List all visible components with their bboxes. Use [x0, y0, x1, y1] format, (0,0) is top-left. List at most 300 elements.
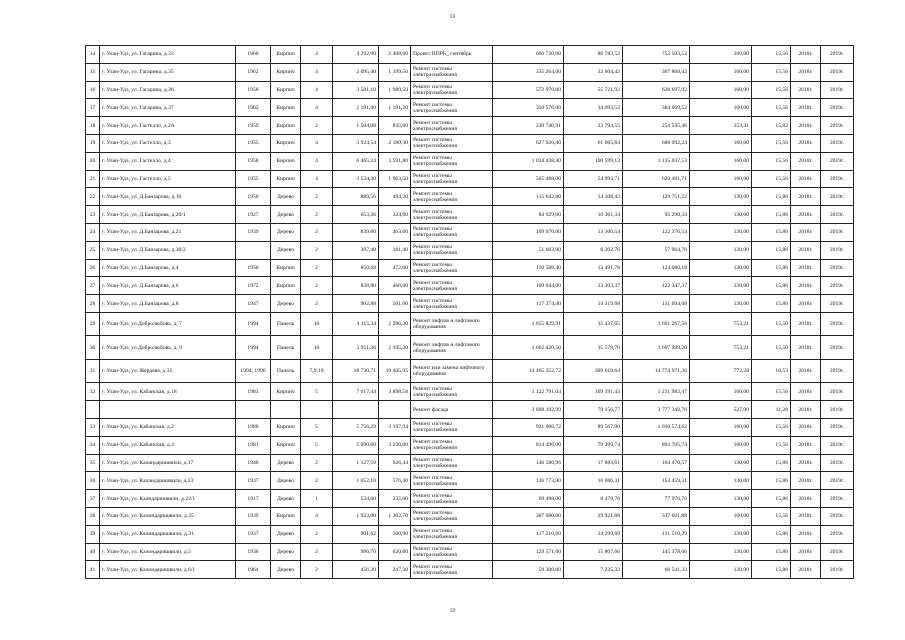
cell-total: 254 535,46: [623, 117, 690, 135]
cell-floors: 1: [301, 490, 333, 508]
cell-end: 2019г.: [821, 472, 854, 490]
cell-cost2: 35 437,65: [564, 312, 623, 336]
cell-start: 2018г.: [791, 241, 821, 259]
cell-floors: 4: [301, 134, 333, 152]
cell-area-living: 494,20: [379, 188, 411, 206]
cell-rate: 15,86: [752, 454, 791, 472]
cell-cost: 14 465 352,72: [493, 359, 564, 383]
cell-cost: 146 586,96: [493, 454, 564, 472]
cell-cost: 51 662,00: [493, 241, 564, 259]
cell-start: 2018г.: [791, 401, 821, 419]
cell-cost2: 79 156,77: [564, 401, 623, 419]
cell-area-total: 6 465,24: [333, 152, 379, 170]
cell-area-total: 534,60: [333, 490, 379, 508]
cell-unit: 160,00: [690, 81, 752, 99]
cell-address: г. Улан-Удэ, ул. Калондаришвили, д.5: [100, 543, 236, 561]
cell-year: 1955: [236, 134, 271, 152]
cell-no: [86, 401, 100, 419]
cell-start: 2018г.: [791, 436, 821, 454]
cell-total: 57 964,76: [623, 241, 690, 259]
cell-material: Дерево: [271, 241, 301, 259]
cell-unit: 130,00: [690, 490, 752, 508]
cell-year: 1958: [236, 81, 271, 99]
cell-no: 29: [86, 312, 100, 336]
cell-end: 2019г.: [821, 134, 854, 152]
cell-area-total: 838,80: [333, 277, 379, 295]
cell-address: г. Улан-Удэ, ул. Каландаришвили, д.23: [100, 472, 236, 490]
cell-work: Ремонт системы электроснабжения: [411, 525, 493, 543]
cell-unit: 130,00: [690, 295, 752, 313]
cell-end: 2019г.: [821, 99, 854, 117]
cell-floors: 2: [301, 117, 333, 135]
cell-work: Ремонт системы электроснабжения: [411, 295, 493, 313]
cell-work: Ремонт системы электроснабжения: [411, 259, 493, 277]
cell-cost: 3 698 192,99: [493, 401, 564, 419]
cell-address: г. Улан-Удэ, ул.Добролюбова, д. 9: [100, 336, 236, 360]
cell-cost2: 86 783,52: [564, 46, 623, 64]
cell-area-total: 2 191,40: [333, 99, 379, 117]
cell-address: г. Улан-Удэ, ул. Д.Банзарова, д.21: [100, 223, 236, 241]
cell-no: 24: [86, 223, 100, 241]
cell-cost: 814 496,00: [493, 436, 564, 454]
cell-year: 1994: [236, 336, 271, 360]
cell-no: 40: [86, 543, 100, 561]
cell-cost: 1 662 420,50: [493, 336, 564, 360]
cell-start: 2018г.: [791, 419, 821, 437]
cell-unit: 160,00: [690, 134, 752, 152]
cell-start: 2018г.: [791, 359, 821, 383]
table-row: [86, 312, 854, 336]
cell-no: 35: [86, 454, 100, 472]
cell-material: Панель: [271, 312, 301, 336]
cell-total: 337 601,88: [623, 508, 690, 526]
cell-address: г. Улан-Удэ, ул. Калиндаришвили, д.25: [100, 508, 236, 526]
cell-work: Ремонт системы электроснабжения: [411, 277, 493, 295]
cell-cost: 921 006,72: [493, 419, 564, 437]
cell-total: 122 347,37: [623, 277, 690, 295]
cell-rate: 15,56: [752, 508, 791, 526]
cell-year: 1964: [236, 561, 271, 579]
table-row: [86, 170, 854, 188]
table-row: [86, 117, 854, 135]
cell-rate: 15,56: [752, 99, 791, 117]
cell-material: Дерево: [271, 490, 301, 508]
cell-unit: 160,00: [690, 170, 752, 188]
cell-cost2: 17 883,61: [564, 454, 623, 472]
cell-work: Ремонт системы электроснабжения: [411, 419, 493, 437]
cell-rate: 16,53: [752, 359, 791, 383]
cell-total: 124 080,18: [623, 259, 690, 277]
cell-year: [236, 401, 271, 419]
cell-area-total: 839,00: [333, 223, 379, 241]
cell-floors: 2: [301, 223, 333, 241]
cell-area-living: 620,00: [379, 543, 411, 561]
cell-total: 164 470,57: [623, 454, 690, 472]
cell-no: 21: [86, 170, 100, 188]
cell-unit: 772,28: [690, 359, 752, 383]
cell-material: Кирпич: [271, 508, 301, 526]
table-row: [86, 188, 854, 206]
cell-start: 2018г.: [791, 508, 821, 526]
cell-work: Ремонт лифтов и лифтового оборудования: [411, 336, 493, 360]
cell-address: г. Улан-Удэ, ул. Гастелло, д.3: [100, 134, 236, 152]
cell-floors: 10: [301, 312, 333, 336]
cell-cost2: 14 319,68: [564, 295, 623, 313]
cell-end: 2019г.: [821, 359, 854, 383]
table-row: [86, 277, 854, 295]
cell-address: г. Улан-Удэ, ул. Жердева, д.35: [100, 359, 236, 383]
cell-end: 2019г.: [821, 152, 854, 170]
cell-area-living: 2 195,20: [379, 336, 411, 360]
cell-no: 26: [86, 259, 100, 277]
cell-material: Дерево: [271, 188, 301, 206]
cell-end: 2019г.: [821, 241, 854, 259]
cell-unit: 130,00: [690, 277, 752, 295]
table-row: [86, 436, 854, 454]
cell-year: 1994, 1996: [236, 359, 271, 383]
cell-material: [271, 401, 301, 419]
cell-total: 122 376,54: [623, 223, 690, 241]
cell-area-living: 1 191,20: [379, 99, 411, 117]
cell-start: 2018г.: [791, 259, 821, 277]
cell-total: 1 231 982,47: [623, 383, 690, 401]
cell-area-living: 835,60: [379, 117, 411, 135]
cell-cost2: 6 302,76: [564, 241, 623, 259]
cell-rate: 15,86: [752, 472, 791, 490]
table-body: [86, 46, 854, 579]
cell-start: 2018г.: [791, 46, 821, 64]
cell-unit: 160,00: [690, 63, 752, 81]
cell-work: Ремонт системы электроснабжения: [411, 241, 493, 259]
cell-total: 367 868,42: [623, 63, 690, 81]
cell-address: г. Улан-Удэ, ул. Гагарина, д.37: [100, 99, 236, 117]
cell-no: 17: [86, 99, 100, 117]
table-row: [86, 63, 854, 81]
cell-year: 1950: [236, 188, 271, 206]
cell-area-living: 3 591,80: [379, 152, 411, 170]
cell-cost2: 16 686,31: [564, 472, 623, 490]
cell-cost2: 13 306,54: [564, 223, 623, 241]
cell-year: 1980: [236, 419, 271, 437]
cell-material: Кирпич: [271, 46, 301, 64]
cell-unit: 130,00: [690, 454, 752, 472]
cell-no: 22: [86, 188, 100, 206]
cell-end: 2019г.: [821, 419, 854, 437]
cell-cost2: 15 807,66: [564, 543, 623, 561]
cell-year: 1939: [236, 223, 271, 241]
table-row: [86, 359, 854, 383]
cell-start: 2018г.: [791, 152, 821, 170]
cell-material: Кирпич: [271, 152, 301, 170]
cell-cost: 627 926,40: [493, 134, 564, 152]
cell-material: Кирпич: [271, 419, 301, 437]
cell-start: 2018г.: [791, 63, 821, 81]
cell-area-total: 2 095,40: [333, 63, 379, 81]
cell-area-living: 1 302,70: [379, 508, 411, 526]
cell-total: 1 135 037,53: [623, 152, 690, 170]
cell-address: г. Улан-Удэ, ул. Гагарина, д.36: [100, 81, 236, 99]
cell-floors: 4: [301, 63, 333, 81]
cell-cost: 136 773,00: [493, 472, 564, 490]
cell-work: Ремонт системы электроснабжения: [411, 543, 493, 561]
cell-cost2: 13 491,78: [564, 259, 623, 277]
cell-end: 2019г.: [821, 117, 854, 135]
cell-area-living: 1 199,50: [379, 63, 411, 81]
cell-end: 2019г.: [821, 277, 854, 295]
cell-year: 1917: [236, 490, 271, 508]
cell-work: Ремонт или замена лифтового оборудования: [411, 359, 493, 383]
cell-address: г. Улан-Удэ, ул. Гастелло, д.5: [100, 170, 236, 188]
cell-year: [236, 241, 271, 259]
cell-area-living: 247,30: [379, 561, 411, 579]
cell-area-living: 3 898,58: [379, 383, 411, 401]
cell-floors: 4: [301, 99, 333, 117]
cell-total: 620 481,71: [623, 170, 690, 188]
cell-start: 2018г.: [791, 312, 821, 336]
table-row: [86, 152, 854, 170]
cell-year: 1960: [236, 46, 271, 64]
cell-area-living: 181,40: [379, 241, 411, 259]
cell-work: Ремонт системы электроснабжения: [411, 81, 493, 99]
cell-year: 1972: [236, 277, 271, 295]
cell-start: 2018г.: [791, 188, 821, 206]
table-row: [86, 419, 854, 437]
cell-cost2: 14 108,42: [564, 188, 623, 206]
table-row: [86, 508, 854, 526]
cell-work: Ремонт системы электроснабжения: [411, 188, 493, 206]
cell-area-living: 576,40: [379, 472, 411, 490]
cell-address: г. Улан-Удэ, ул. Калондаришвили, д.6/1: [100, 561, 236, 579]
cell-area-total: 1 052,10: [333, 472, 379, 490]
cell-work: Ремонт системы электроснабжения: [411, 63, 493, 81]
cell-material: Дерево: [271, 472, 301, 490]
cell-cost: 230 740,91: [493, 117, 564, 135]
cell-unit: 160,00: [690, 383, 752, 401]
cell-area-living: 324,90: [379, 206, 411, 224]
cell-year: 1981: [236, 436, 271, 454]
cell-area-total: 1 504,08: [333, 117, 379, 135]
cell-no: 41: [86, 561, 100, 579]
cell-cost: 110 588,40: [493, 259, 564, 277]
cell-area-total: 5 756,29: [333, 419, 379, 437]
cell-floors: 4: [301, 81, 333, 99]
cell-area-total: 653,36: [333, 206, 379, 224]
cell-total: 153 459,31: [623, 472, 690, 490]
cell-area-total: 996,70: [333, 543, 379, 561]
cell-cost: 1 034 438,40: [493, 152, 564, 170]
capital-repair-table: [85, 45, 854, 579]
cell-start: 2018г.: [791, 81, 821, 99]
cell-end: 2019г.: [821, 490, 854, 508]
cell-area-living: 466,00: [379, 277, 411, 295]
cell-area-total: 4 292,00: [333, 46, 379, 64]
cell-area-total: [333, 401, 379, 419]
cell-start: 2018г.: [791, 472, 821, 490]
cell-total: 77 976,76: [623, 490, 690, 508]
cell-year: 1939: [236, 508, 271, 526]
cell-cost: 69 498,00: [493, 490, 564, 508]
cell-floors: 2: [301, 472, 333, 490]
cell-unit: 130,00: [690, 561, 752, 579]
cell-address: г. Улан-Удэ, ул. Гастелло, д.2А: [100, 117, 236, 135]
cell-area-total: 4 115,34: [333, 312, 379, 336]
cell-rate: 15,56: [752, 152, 791, 170]
cell-material: Кирпич: [271, 63, 301, 81]
cell-area-living: 2 180,30: [379, 134, 411, 152]
cell-no: 34: [86, 436, 100, 454]
cell-floors: 2: [301, 543, 333, 561]
cell-total: 893 705,74: [623, 436, 690, 454]
cell-material: Дерево: [271, 295, 301, 313]
cell-material: Кирпич: [271, 277, 301, 295]
cell-start: 2018г.: [791, 525, 821, 543]
cell-unit: 753,21: [690, 336, 752, 360]
cell-no: 16: [86, 81, 100, 99]
cell-floors: 10: [301, 336, 333, 360]
cell-cost2: 34 093,52: [564, 99, 623, 117]
cell-end: 2019г.: [821, 188, 854, 206]
cell-unit: 160,00: [690, 419, 752, 437]
cell-start: 2018г.: [791, 223, 821, 241]
cell-area-total: 397,40: [333, 241, 379, 259]
cell-cost2: 79 209,74: [564, 436, 623, 454]
cell-area-living: 1 989,50: [379, 81, 411, 99]
cell-rate: 15,50: [752, 336, 791, 360]
cell-start: 2018г.: [791, 277, 821, 295]
cell-end: 2019г.: [821, 312, 854, 336]
cell-cost: 572 976,00: [493, 81, 564, 99]
cell-material: Кирпич: [271, 99, 301, 117]
cell-end: 2019г.: [821, 295, 854, 313]
cell-no: 37: [86, 490, 100, 508]
cell-address: г. Улан-Удэ, ул. Д.Банзарова, д.6: [100, 277, 236, 295]
cell-no: 15: [86, 63, 100, 81]
cell-year: 1937: [236, 472, 271, 490]
cell-end: 2019г.: [821, 223, 854, 241]
cell-end: 2019г.: [821, 206, 854, 224]
cell-no: 36: [86, 472, 100, 490]
cell-cost: 1 122 791,04: [493, 383, 564, 401]
cell-end: 2019г.: [821, 383, 854, 401]
cell-unit: 160,00: [690, 152, 752, 170]
cell-area-living: 235,00: [379, 490, 411, 508]
cell-area-living: 500,90: [379, 525, 411, 543]
cell-address: г. Улан-Удэ, ул. Д.Банзарова, д.30/2: [100, 241, 236, 259]
cell-area-living: 1 963,50: [379, 170, 411, 188]
cell-cost2: 32 604,42: [564, 63, 623, 81]
cell-rate: 15,86: [752, 525, 791, 543]
cell-cost: 307 680,00: [493, 508, 564, 526]
table-row: [86, 454, 854, 472]
cell-area-total: 7 017,44: [333, 383, 379, 401]
cell-area-total: 456,20: [333, 561, 379, 579]
cell-cost2: 100 599,13: [564, 152, 623, 170]
cell-work: Ремонт системы электроснабжения: [411, 206, 493, 224]
cell-address: г. Улан-Удэ, ул. Кабанская, д.2: [100, 419, 236, 437]
table-row: [86, 472, 854, 490]
cell-floors: 2: [301, 295, 333, 313]
cell-start: 2018г.: [791, 490, 821, 508]
cell-total: 95 290,34: [623, 206, 690, 224]
cell-floors: 4: [301, 46, 333, 64]
cell-material: Панель: [271, 336, 301, 360]
table-row: [86, 259, 854, 277]
cell-work: Ремонт системы электроснабжения: [411, 152, 493, 170]
cell-material: Кирпич: [271, 259, 301, 277]
cell-total: 384 669,52: [623, 99, 690, 117]
cell-material: Кирпич: [271, 170, 301, 188]
cell-no: 31: [86, 359, 100, 383]
cell-area-total: 1 923,00: [333, 508, 379, 526]
cell-area-total: 18 730,71: [333, 359, 379, 383]
cell-no: 20: [86, 152, 100, 170]
cell-cost2: 23 794,55: [564, 117, 623, 135]
cell-material: Кирпич: [271, 81, 301, 99]
cell-cost: 84 929,00: [493, 206, 564, 224]
cell-rate: 15,56: [752, 81, 791, 99]
cell-unit: 527,00: [690, 401, 752, 419]
cell-material: Дерево: [271, 561, 301, 579]
cell-no: 23: [86, 206, 100, 224]
cell-end: 2019г.: [821, 81, 854, 99]
cell-total: 131 694,08: [623, 295, 690, 313]
cell-year: 1983: [236, 383, 271, 401]
table-row: [86, 223, 854, 241]
cell-cost2: 61 065,84: [564, 134, 623, 152]
cell-no: 27: [86, 277, 100, 295]
cell-work: Ремонт системы электроснабжения: [411, 99, 493, 117]
table-row: [86, 241, 854, 259]
cell-area-living: 501,60: [379, 295, 411, 313]
cell-end: 2019г.: [821, 454, 854, 472]
cell-area-living: 3 230,00: [379, 436, 411, 454]
cell-work: Ремонт фасада: [411, 401, 493, 419]
cell-start: 2018г.: [791, 99, 821, 117]
cell-cost: 350 576,00: [493, 99, 564, 117]
table-row: [86, 383, 854, 401]
table-row: [86, 134, 854, 152]
cell-cost2: 29 921,88: [564, 508, 623, 526]
table-row: [86, 206, 854, 224]
cell-cost: 117 210,60: [493, 525, 564, 543]
cell-cost: 1 655 829,91: [493, 312, 564, 336]
cell-rate: 15,86: [752, 295, 791, 313]
cell-end: 2019г.: [821, 336, 854, 360]
cell-rate: 15,86: [752, 241, 791, 259]
cell-rate: 15,86: [752, 490, 791, 508]
cell-area-total: 901,62: [333, 525, 379, 543]
cell-floors: 2: [301, 206, 333, 224]
cell-unit: 753,21: [690, 312, 752, 336]
cell-total: 628 697,92: [623, 81, 690, 99]
cell-no: 19: [86, 134, 100, 152]
cell-no: 18: [86, 117, 100, 135]
cell-total: 1 697 999,20: [623, 336, 690, 360]
cell-unit: 130,00: [690, 543, 752, 561]
cell-cost2: 7 235,33: [564, 561, 623, 579]
cell-work: Ремонт системы электроснабжения: [411, 454, 493, 472]
cell-area-living: 626,44: [379, 454, 411, 472]
table-row: [86, 401, 854, 419]
cell-work: Ремонт системы электроснабжения: [411, 490, 493, 508]
cell-rate: 15,86: [752, 561, 791, 579]
cell-floors: 2: [301, 241, 333, 259]
cell-cost2: 8 478,76: [564, 490, 623, 508]
cell-rate: 15,86: [752, 223, 791, 241]
cell-area-living: 3 197,94: [379, 419, 411, 437]
cell-cost2: 89 567,90: [564, 419, 623, 437]
cell-total: 1 010 574,62: [623, 419, 690, 437]
